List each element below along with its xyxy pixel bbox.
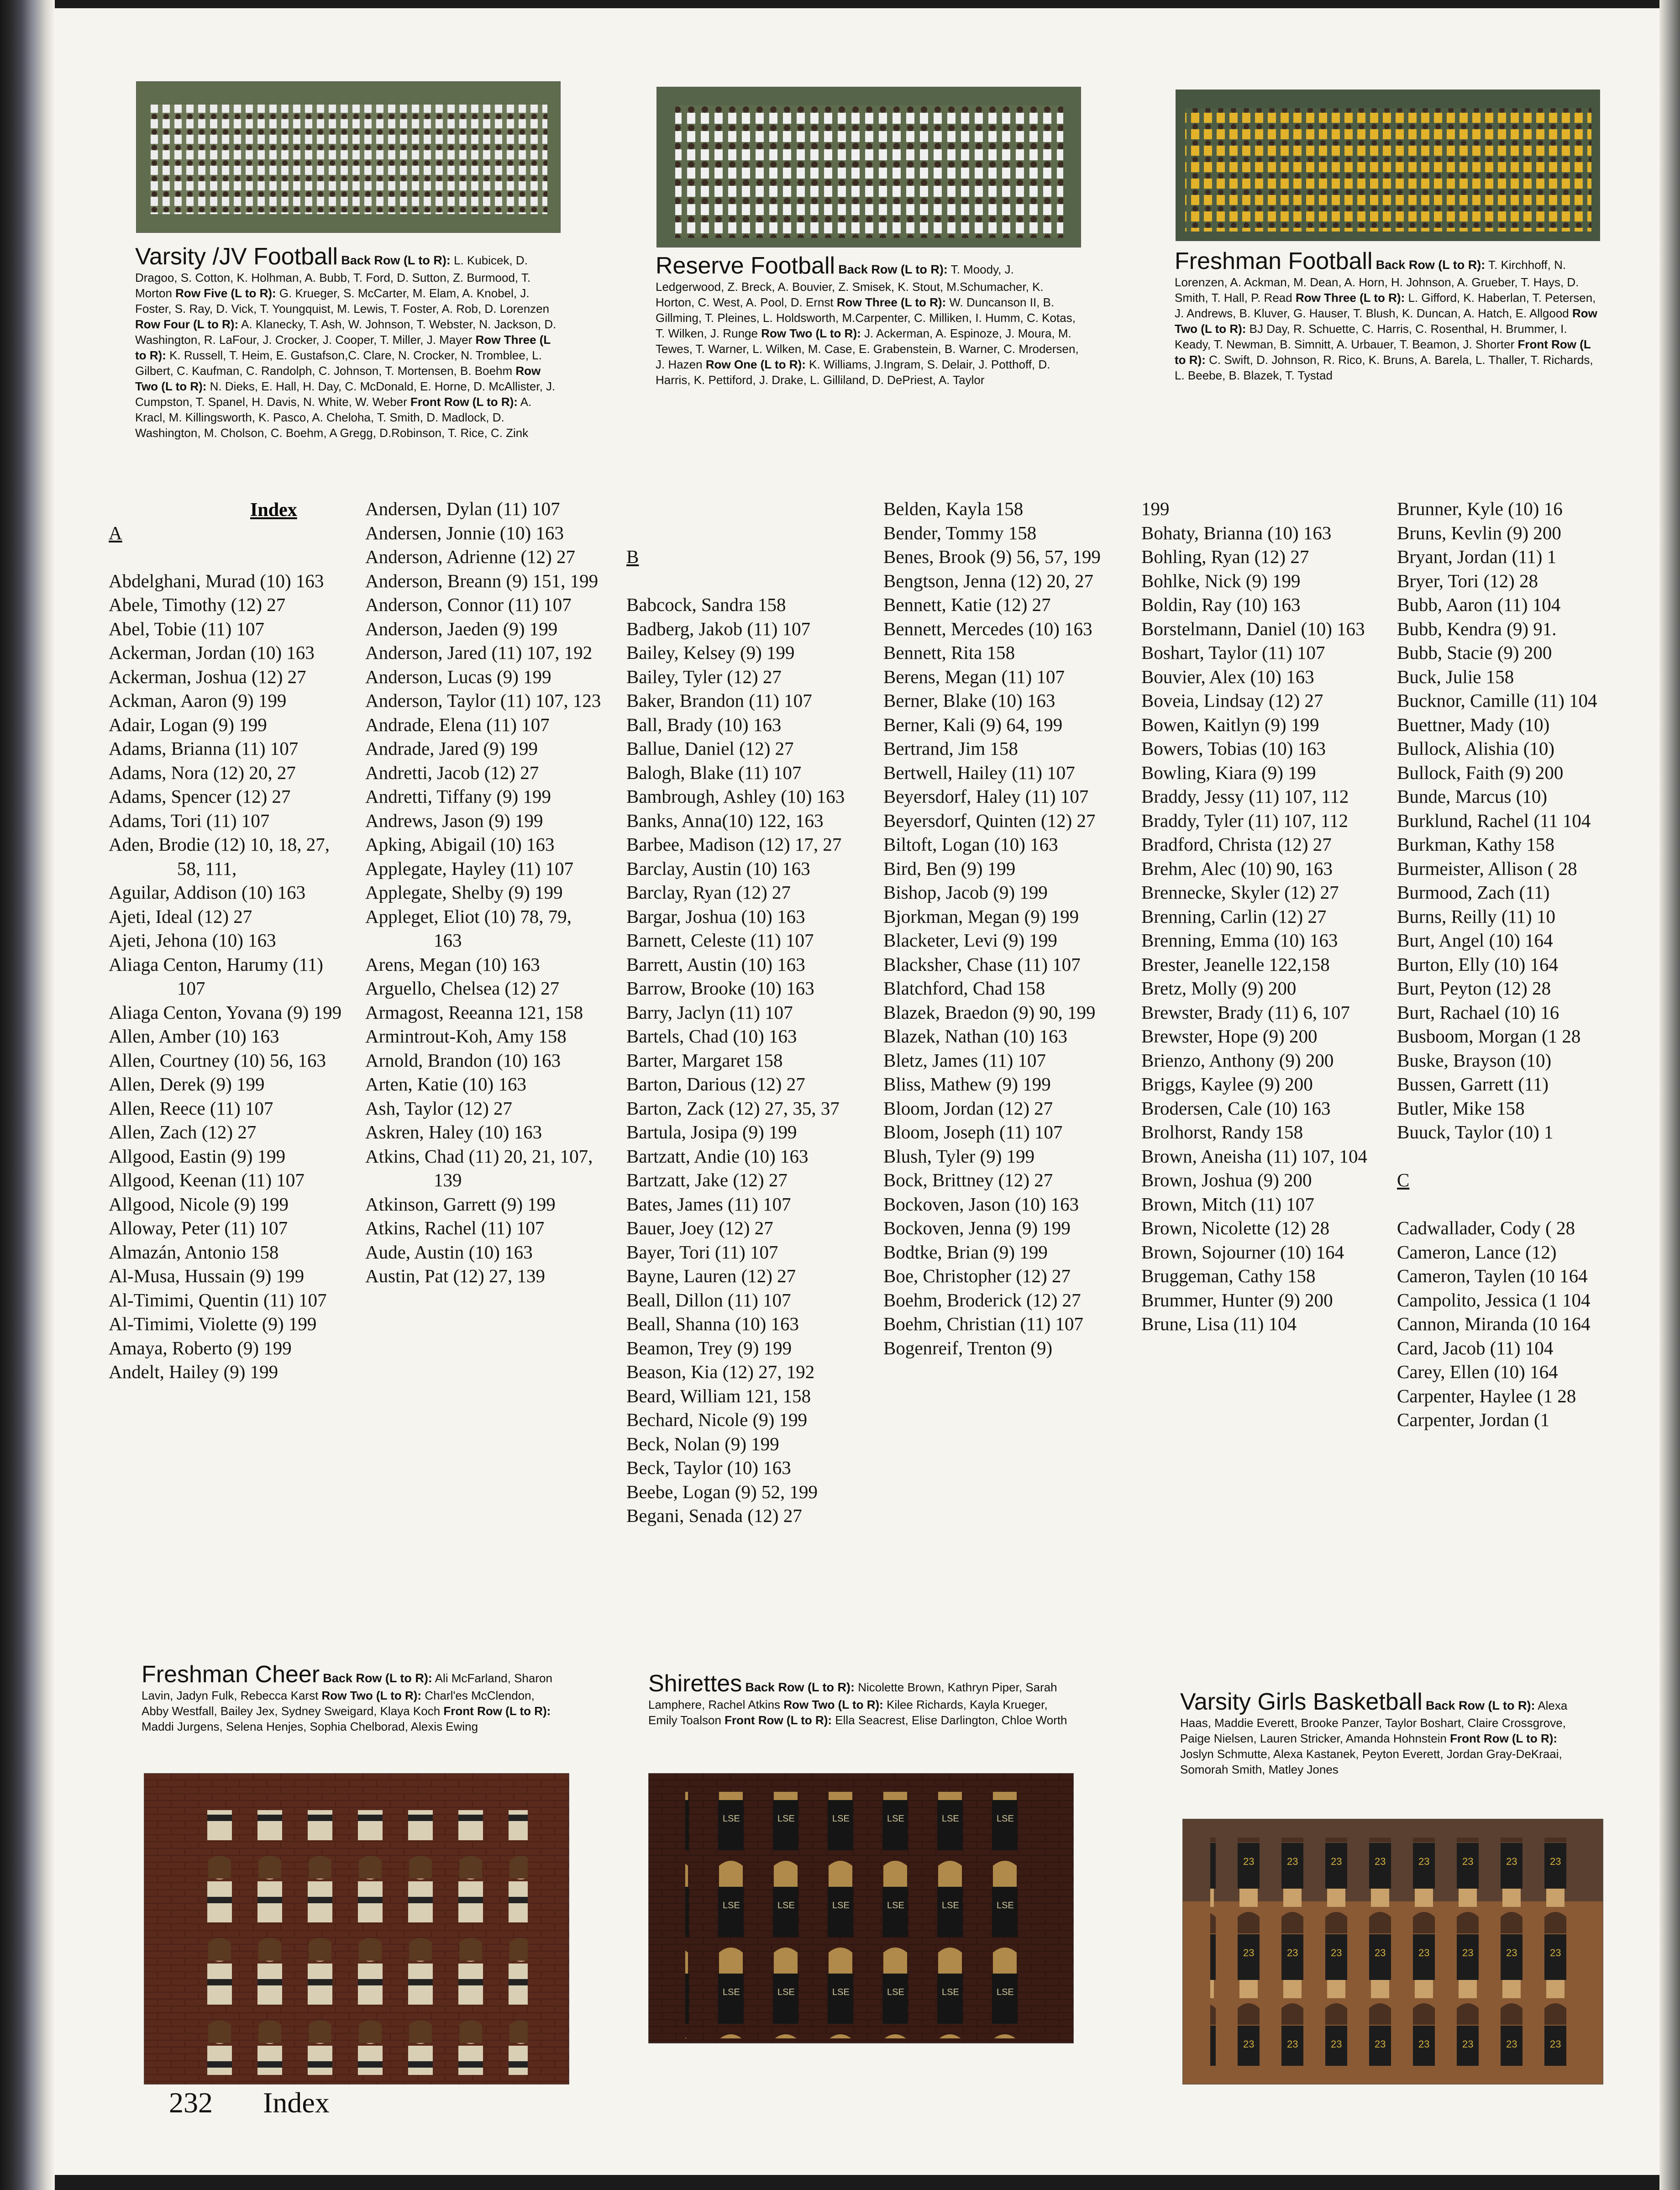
index-column-4	[883, 497, 1121, 1360]
row-heading: Back Row (L to R):	[323, 1671, 432, 1685]
team-name: Shirettes	[648, 1670, 742, 1697]
index-entry: Cannon, Miranda (10 164	[1397, 1313, 1591, 1334]
index-entry: Brown, Mitch (11) 107	[1141, 1193, 1314, 1215]
shirettes-photo	[648, 1773, 1074, 2043]
team-name: Freshman Cheer	[142, 1661, 320, 1688]
index-entry: Brewster, Brady (11) 6, 107	[1141, 1001, 1350, 1023]
row-names: Alexa Haas, Maddie Everett, Brooke Panzer, Taylor Boshart, Claire Crossgrove, Paige Nielsen, Lauren Stricker, Amanda Hohnstein	[1180, 1699, 1568, 1745]
index-entry: Arten, Katie (10) 163	[365, 1074, 526, 1095]
index-entry: Bartzatt, Jake (12) 27	[626, 1169, 788, 1190]
index-entry: Blazek, Nathan (10) 163	[883, 1026, 1068, 1047]
index-entry: Atkins, Rachel (11) 107	[365, 1217, 545, 1238]
index-entry: Balogh, Blake (11) 107	[626, 762, 802, 783]
index-entry: Begani, Senada (12) 27	[626, 1505, 802, 1526]
index-entry: Brown, Sojourner (10) 164	[1141, 1241, 1344, 1263]
index-entry: Campolito, Jessica (1 104	[1397, 1289, 1591, 1311]
index-entry: Bubb, Aaron (11) 104	[1397, 594, 1561, 615]
row-heading: Row Three (L to R):	[1295, 291, 1405, 305]
section-name: Index	[263, 2086, 330, 2119]
index-entry: Blush, Tyler (9) 199	[883, 1145, 1035, 1167]
row-names: BJ Day, R. Schuette, C. Harris, C. Rosenthal, H. Brummer, I. Keady, T. Newman, B. Simnitt, A. Urbauer, T. Beamon, J. Shorter	[1175, 322, 1567, 351]
team-name: Freshman Football	[1175, 248, 1373, 274]
row-heading: Row Two (L to R):	[1175, 306, 1597, 336]
index-entry: Barbee, Madison (12) 17, 27	[626, 834, 842, 855]
index-column-3	[626, 497, 864, 1528]
index-entry: Abel, Tobie (11) 107	[109, 618, 265, 639]
index-entry: Allen, Courtney (10) 56, 163	[109, 1049, 326, 1071]
index-entry: Arguello, Chelsea (12) 27	[365, 978, 560, 999]
index-entry: Brolhorst, Randy 158	[1141, 1121, 1303, 1142]
index-entry: Ballue, Daniel (12) 27	[626, 738, 794, 759]
index-entry: Anderson, Connor (11) 107	[365, 594, 572, 615]
index-entry: Beebe, Logan (9) 52, 199	[626, 1481, 818, 1502]
index-entry: Bucknor, Camille (11) 104	[1397, 690, 1597, 711]
index-entry: Bodtke, Brian (9) 199	[883, 1241, 1048, 1263]
index-entry: Bock, Brittney (12) 27	[883, 1169, 1053, 1190]
index-entry: Bretz, Molly (9) 200	[1141, 978, 1297, 999]
index-entry: Carpenter, Haylee (1 28	[1397, 1385, 1576, 1406]
row-heading: Back Row (L to R):	[341, 253, 451, 267]
index-entry: Ackerman, Joshua (12) 27	[109, 666, 306, 687]
row-heading: Front Row (L to R):	[410, 395, 518, 409]
index-entry: Bennett, Rita 158	[883, 642, 1015, 663]
index-entry: Burns, Reilly (11) 10	[1397, 905, 1555, 927]
index-entry: Almazán, Antonio 158	[109, 1241, 279, 1263]
page-edge	[1659, 0, 1680, 2190]
index-entry: Bauer, Joey (12) 27	[626, 1217, 773, 1238]
index-entry: Boehm, Christian (11) 107	[883, 1313, 1084, 1334]
index-entry: Beason, Kia (12) 27, 192	[626, 1361, 815, 1382]
row-heading: Row Two (L to R):	[135, 364, 541, 393]
freshman-cheer-photo	[144, 1773, 569, 2085]
index-entry: Boehm, Broderick (12) 27	[883, 1289, 1081, 1311]
index-entry: Aden, Brodie (12) 10, 18, 27, 58, 111,	[109, 834, 330, 879]
index-entry: Bennett, Katie (12) 27	[883, 594, 1051, 615]
index-entry: Brienzo, Anthony (9) 200	[1141, 1049, 1334, 1071]
index-entry: Apking, Abigail (10) 163	[365, 834, 555, 855]
row-heading: Back Row (L to R):	[838, 263, 948, 276]
index-entry: Bubb, Stacie (9) 200	[1397, 642, 1552, 663]
index-entry: Arens, Megan (10) 163	[365, 953, 540, 975]
row-heading: Front Row (L to R):	[1450, 1732, 1558, 1745]
index-entry: Bogenreif, Trenton (9)	[883, 1337, 1053, 1358]
index-entry: Bartula, Josipa (9) 199	[626, 1121, 797, 1142]
row-names: K. Williams, J.Ingram, S. Delair, J. Potthoff, D. Harris, K. Pettiford, J. Drake, L. Gilliland, D. DePriest, A. Taylor	[656, 358, 1050, 387]
page-footer	[169, 2086, 380, 2120]
index-entry: Brenning, Carlin (12) 27	[1141, 905, 1327, 927]
row-names: Ella Seacrest, Elise Darlington, Chloe Worth	[835, 1713, 1067, 1727]
index-entry: Ajeti, Ideal (12) 27	[109, 905, 252, 927]
index-entry: Bohaty, Brianna (10) 163	[1141, 522, 1332, 543]
index-entry: Applegate, Shelby (9) 199	[365, 882, 563, 903]
index-letter-heading: C	[1397, 1169, 1410, 1190]
row-names: L. Gifford, K. Haberlan, T. Petersen, J. Andrews, B. Kluver, G. Hauser, T. Blush, K. Duncan, A. Hatch, E. Allgood	[1175, 291, 1596, 320]
team-name: Varsity Girls Basketball	[1180, 1689, 1423, 1715]
index-entry: Ajeti, Jehona (10) 163	[109, 930, 276, 951]
spacer	[1397, 1192, 1634, 1216]
row-names: Maddi Jurgens, Selena Henjes, Sophia Chelborad, Alexis Ewing	[142, 1720, 478, 1733]
index-entry: Buck, Julie 158	[1397, 666, 1514, 687]
index-entry: Bechard, Nicole (9) 199	[626, 1409, 808, 1430]
varsity-jv-football-caption	[135, 243, 564, 441]
team-name: Reserve Football	[656, 253, 835, 279]
index-entry: Brewster, Hope (9) 200	[1141, 1026, 1318, 1047]
index-entry: Brehm, Alec (10) 90, 163	[1141, 858, 1333, 879]
index-entry: Aude, Austin (10) 163	[365, 1241, 533, 1263]
index-entry: Andrews, Jason (9) 199	[365, 810, 543, 831]
index-entry: Anderson, Lucas (9) 199	[365, 666, 551, 687]
index-entry: Aliaga Centon, Yovana (9) 199	[109, 1001, 342, 1023]
spacer	[626, 569, 864, 593]
index-entry: Bartzatt, Andie (10) 163	[626, 1145, 808, 1167]
index-entry: Askren, Haley (10) 163	[365, 1121, 542, 1142]
row-names: G. Krueger, S. McCarter, M. Elam, A. Knobel, J. Foster, S. Ray, D. Vick, T. Youngquist, M. Lewis, T. Foster, A. Rob, D. Lorenzen	[135, 286, 550, 316]
index-entry: Beck, Taylor (10) 163	[626, 1457, 791, 1478]
freshman-cheer-caption	[142, 1661, 562, 1734]
row-heading: Back Row (L to R):	[1376, 258, 1486, 272]
index-entry: Aliaga Centon, Harumy (11) 107	[109, 953, 323, 999]
index-entry: Adams, Nora (12) 20, 27	[109, 762, 296, 783]
index-entry: Bailey, Kelsey (9) 199	[626, 642, 795, 663]
row-heading: Back Row (L to R):	[745, 1680, 855, 1694]
index-entry: Bargar, Joshua (10) 163	[626, 905, 805, 927]
index-entry: Beyersdorf, Quinten (12) 27	[883, 810, 1096, 831]
index-entry: Berens, Megan (11) 107	[883, 666, 1065, 687]
index-entry: Applegate, Hayley (11) 107	[365, 858, 574, 879]
index-entry: Bowers, Tobias (10) 163	[1141, 738, 1326, 759]
index-entry: Berner, Kali (9) 64, 199	[883, 714, 1063, 735]
index-entry: Al-Timimi, Violette (9) 199	[109, 1313, 317, 1334]
index-entry: Bubb, Kendra (9) 91.	[1397, 618, 1557, 639]
index-entry: Bartels, Chad (10) 163	[626, 1026, 797, 1047]
index-entry: Beard, William 121, 158	[626, 1385, 811, 1406]
index-entry: Bussen, Garrett (11)	[1397, 1074, 1549, 1095]
index-entry: Bertwell, Hailey (11) 107	[883, 762, 1075, 783]
spacer	[626, 497, 864, 521]
index-entry: Allgood, Nicole (9) 199	[109, 1193, 289, 1215]
shirettes-caption	[648, 1670, 1068, 1728]
index-entry: Cameron, Taylen (10 164	[1397, 1265, 1588, 1286]
index-entry: Allen, Amber (10) 163	[109, 1026, 279, 1047]
index-entry: Butler, Mike 158	[1397, 1097, 1525, 1119]
index-entry: Buuck, Taylor (10) 1	[1397, 1121, 1554, 1142]
index-entry: Bloom, Jordan (12) 27	[883, 1097, 1053, 1119]
index-entry: Braddy, Jessy (11) 107, 112	[1141, 786, 1349, 807]
index-letter-heading: B	[626, 546, 639, 567]
row-heading: Back Row (L to R):	[1425, 1699, 1535, 1712]
index-entry: Boveia, Lindsay (12) 27	[1141, 690, 1323, 711]
reserve-football-caption	[656, 253, 1085, 388]
index-entry: Carey, Ellen (10) 164	[1397, 1361, 1558, 1382]
index-entry: Boe, Christopher (12) 27	[883, 1265, 1071, 1286]
freshman-football-caption	[1175, 248, 1604, 383]
index-entry: Anderson, Taylor (11) 107, 123	[365, 690, 601, 711]
index-entry: Armintrout-Koh, Amy 158	[365, 1026, 567, 1047]
index-entry: Braddy, Tyler (11) 107, 112	[1141, 810, 1348, 831]
index-entry: Burmeister, Allison ( 28	[1397, 858, 1577, 879]
index-entry: Adams, Tori (11) 107	[109, 810, 270, 831]
index-entry: Adams, Brianna (11) 107	[109, 738, 299, 759]
index-entry: Aguilar, Addison (10) 163	[109, 882, 306, 903]
index-entry: Beall, Dillon (11) 107	[626, 1289, 791, 1311]
index-entry: Bayer, Tori (11) 107	[626, 1241, 778, 1263]
index-entry: Barter, Margaret 158	[626, 1049, 783, 1071]
row-names: W. Duncanson II, B. Gillming, T. Pleines, L. Holdsworth, M.Carpenter, C. Milliken, I. Humm, C. Kotas, T. Wilken, J. Runge	[656, 295, 1076, 340]
index-entry: Ackerman, Jordan (10) 163	[109, 642, 315, 663]
row-heading: Front Row (L to R):	[443, 1704, 551, 1718]
index-entry: Abdelghani, Murad (10) 163	[109, 570, 324, 591]
index-entry: Burklund, Rachel (11 104	[1397, 810, 1591, 831]
page-number: 232	[169, 2086, 213, 2119]
index-entry: Badberg, Jakob (11) 107	[626, 618, 811, 639]
index-entry: Adams, Spencer (12) 27	[109, 786, 291, 807]
row-heading: Row One (L to R):	[705, 358, 806, 371]
index-entry: Austin, Pat (12) 27, 139	[365, 1265, 546, 1286]
index-entry: Benes, Brook (9) 56, 57, 199	[883, 546, 1101, 567]
index-entry: Bruggeman, Cathy 158	[1141, 1265, 1316, 1286]
index-entry: Anderson, Adrienne (12) 27	[365, 546, 576, 567]
index-entry: Bohling, Ryan (12) 27	[1141, 546, 1309, 567]
index-entry: Blazek, Braedon (9) 90, 199	[883, 1001, 1096, 1023]
index-entry: Carpenter, Jordan (1	[1397, 1409, 1550, 1430]
index-entry: Burmood, Zach (11)	[1397, 882, 1550, 903]
row-heading: Row Four (L to R):	[135, 317, 239, 331]
index-entry: Burkman, Kathy 158	[1397, 834, 1555, 855]
index-entry: Card, Jacob (11) 104	[1397, 1337, 1554, 1358]
index-entry: Boldin, Ray (10) 163	[1141, 594, 1301, 615]
index-entry: Anderson, Breann (9) 151, 199	[365, 570, 598, 591]
index-entry: Appleget, Eliot (10) 78, 79, 163	[365, 905, 572, 951]
index-entry: Brodersen, Cale (10) 163	[1141, 1097, 1331, 1119]
index-entry: Bates, James (11) 107	[626, 1193, 791, 1215]
index-entry: Allgood, Eastin (9) 199	[109, 1145, 286, 1167]
index-entry: Atkinson, Garrett (9) 199	[365, 1193, 556, 1215]
row-heading: Row Two (L to R):	[761, 326, 861, 340]
index-entry: Beyersdorf, Haley (11) 107	[883, 786, 1089, 807]
index-entry: Barnett, Celeste (11) 107	[626, 930, 814, 951]
index-entry: Bambrough, Ashley (10) 163	[626, 786, 845, 807]
index-entry: Ackman, Aaron (9) 199	[109, 690, 287, 711]
index-entry: Barclay, Ryan (12) 27	[626, 882, 791, 903]
index-entry: Belden, Kayla 158	[883, 498, 1024, 519]
index-entry: Allgood, Keenan (11) 107	[109, 1169, 304, 1190]
index-column-1	[109, 497, 346, 1384]
index-entry: Andelt, Hailey (9) 199	[109, 1361, 278, 1382]
index-entry: Beall, Shanna (10) 163	[626, 1313, 799, 1334]
index-entry: Brune, Lisa (11) 104	[1141, 1313, 1297, 1334]
index-entry: Bender, Tommy 158	[883, 522, 1037, 543]
index-entry: Bailey, Tyler (12) 27	[626, 666, 782, 687]
index-entry: Bunde, Marcus (10)	[1397, 786, 1548, 807]
index-entry: Barclay, Austin (10) 163	[626, 858, 810, 879]
index-entry: Buske, Brayson (10)	[1397, 1049, 1552, 1071]
index-entry: Cadwallader, Cody ( 28	[1397, 1217, 1575, 1238]
index-entry: Bouvier, Alex (10) 163	[1141, 666, 1314, 687]
index-entry: Brown, Aneisha (11) 107, 104	[1141, 1145, 1367, 1167]
row-heading: Front Row (L to R):	[1175, 337, 1591, 367]
row-names: Charl'es McClendon, Abby Westfall, Bailey Jex, Sydney Sweigard, Klaya Koch	[142, 1689, 535, 1718]
index-entry: Barton, Zack (12) 27, 35, 37	[626, 1097, 840, 1119]
index-entry: Arnold, Brandon (10) 163	[365, 1049, 561, 1071]
index-entry: Banks, Anna(10) 122, 163	[626, 810, 824, 831]
row-heading: Row Three (L to R):	[836, 295, 946, 309]
index-entry: Bishop, Jacob (9) 199	[883, 882, 1048, 903]
row-names: Nicolette Brown, Kathryn Piper, Sarah Lamphere, Rachel Atkins	[648, 1680, 1057, 1711]
row-heading: Row Five (L to R):	[175, 286, 276, 300]
index-entry: Bliss, Mathew (9) 199	[883, 1074, 1051, 1095]
index-column-5	[1141, 497, 1379, 1336]
spacer	[109, 545, 346, 569]
index-entry: Bohlke, Nick (9) 199	[1141, 570, 1301, 591]
spacer	[109, 497, 346, 521]
varsity-jv-football-photo	[136, 81, 561, 233]
index-entry: Bowling, Kiara (9) 199	[1141, 762, 1316, 783]
varsity-girls-basketball-caption	[1180, 1689, 1591, 1777]
index-entry: Blacksher, Chase (11) 107	[883, 953, 1081, 975]
index-entry: Andersen, Jonnie (10) 163	[365, 522, 564, 543]
index-entry: Bayne, Lauren (12) 27	[626, 1265, 796, 1286]
row-names: Kilee Richards, Kayla Krueger, Emily Toalson	[648, 1698, 1048, 1727]
index-entry: Blatchford, Chad 158	[883, 978, 1045, 999]
row-names: C. Swift, D. Johnson, R. Rico, K. Bruns, A. Barela, L. Thaller, T. Richards, L. Beebe, B. Blazek, T. Tystad	[1175, 353, 1593, 382]
index-entry: Burt, Peyton (12) 28	[1397, 978, 1551, 999]
index-entry: Brennecke, Skyler (12) 27	[1141, 882, 1339, 903]
index-entry: Andrade, Elena (11) 107	[365, 714, 550, 735]
row-names: J. Ackerman, A. Espinoze, J. Moura, M. Tewes, T. Warner, L. Wilken, M. Case, E. Grabenstein, B. Warner, C. Mrodersen, J. Hazen	[656, 326, 1079, 371]
freshman-football-photo	[1176, 89, 1600, 241]
index-entry: Allen, Zach (12) 27	[109, 1121, 257, 1142]
index-entry: Anderson, Jared (11) 107, 192	[365, 642, 593, 663]
index-entry: Babcock, Sandra 158	[626, 594, 786, 615]
row-heading: Row Two (L to R):	[783, 1698, 883, 1711]
row-names: Joslyn Schmutte, Alexa Kastanek, Peyton Everett, Jordan Gray-DeKraai, Somorah Smith, Matley Jones	[1180, 1747, 1562, 1776]
index-entry: Al-Timimi, Quentin (11) 107	[109, 1289, 327, 1311]
index-entry: Bryer, Tori (12) 28	[1397, 570, 1538, 591]
spacer	[1397, 1144, 1634, 1169]
row-names: A. Klanecky, T. Ash, W. Johnson, T. Webster, N. Jackson, D. Washington, R. LaFour, J. Crocker, J. Cooper, T. Miller, J. Mayer	[135, 317, 556, 347]
index-title: Index	[250, 500, 297, 521]
index-entry: Anderson, Jaeden (9) 199	[365, 618, 558, 639]
row-heading: Row Two (L to R):	[321, 1689, 422, 1702]
index-entry: Bird, Ben (9) 199	[883, 858, 1016, 879]
index-entry: Bockoven, Jason (10) 163	[883, 1193, 1079, 1215]
index-entry: Allen, Reece (11) 107	[109, 1097, 273, 1119]
index-column-6	[1397, 497, 1634, 1432]
index-entry: Bletz, James (11) 107	[883, 1049, 1046, 1071]
index-entry: Barton, Darious (12) 27	[626, 1074, 805, 1095]
index-entry: Brown, Joshua (9) 200	[1141, 1169, 1312, 1190]
yearbook-page	[55, 8, 1659, 2175]
index-entry: Andrade, Jared (9) 199	[365, 738, 538, 759]
index-entry: Brenning, Emma (10) 163	[1141, 930, 1338, 951]
row-names: A. Kracl, M. Killingsworth, K. Pasco, A. Cheloha, T. Smith, D. Madlock, D. Washington, M. Cholson, C. Boehm, A Gregg, D.Robinson, T. Rice, C. Zink	[135, 395, 532, 440]
index-entry: Brummer, Hunter (9) 200	[1141, 1289, 1333, 1311]
index-entry: Brester, Jeanelle 122,158	[1141, 953, 1330, 975]
index-column-2	[365, 497, 603, 1288]
index-entry: Berner, Blake (10) 163	[883, 690, 1055, 711]
index-entry: Bennett, Mercedes (10) 163	[883, 618, 1092, 639]
row-heading: Front Row (L to R):	[724, 1713, 832, 1727]
row-names: Ali McFarland, Sharon Lavin, Jadyn Fulk, Rebecca Karst	[142, 1671, 552, 1702]
row-names: N. Dieks, E. Hall, H. Day, C. McDonald, E. Horne, D. McAllister, J. Cumpston, T. Spanel, H. Davis, N. White, W. Weber	[135, 379, 556, 409]
team-name: Varsity /JV Football	[135, 243, 338, 270]
index-entry: Andretti, Tiffany (9) 199	[365, 786, 551, 807]
index-entry: Abele, Timothy (12) 27	[109, 594, 286, 615]
varsity-girls-basketball-photo	[1182, 1819, 1603, 2085]
index-entry: Bullock, Faith (9) 200	[1397, 762, 1564, 783]
index-entry: Briggs, Kaylee (9) 200	[1141, 1074, 1313, 1095]
index-entry: Barry, Jaclyn (11) 107	[626, 1001, 793, 1023]
index-entry: Bullock, Alishia (10)	[1397, 738, 1555, 759]
index-entry: Brunner, Kyle (10) 16	[1397, 498, 1563, 519]
index-entry: Burt, Angel (10) 164	[1397, 930, 1553, 951]
row-heading: Row Three (L to R):	[135, 333, 551, 362]
reserve-football-photo	[656, 87, 1081, 247]
index-entry: Bloom, Joseph (11) 107	[883, 1121, 1063, 1142]
index-entry: Andretti, Jacob (12) 27	[365, 762, 539, 783]
index-entry: Amaya, Roberto (9) 199	[109, 1337, 292, 1358]
index-entry: Allen, Derek (9) 199	[109, 1074, 265, 1095]
index-entry: Andersen, Dylan (11) 107	[365, 498, 560, 519]
index-entry: Ball, Brady (10) 163	[626, 714, 782, 735]
index-entry: Beamon, Trey (9) 199	[626, 1337, 792, 1358]
index-entry: Barrow, Brooke (10) 163	[626, 978, 814, 999]
index-entry: Bowen, Kaitlyn (9) 199	[1141, 714, 1319, 735]
index-letter-heading: A	[109, 522, 122, 543]
index-entry: Cameron, Lance (12)	[1397, 1241, 1557, 1263]
index-entry: Bradford, Christa (12) 27	[1141, 834, 1332, 855]
index-entry: Ash, Taylor (12) 27	[365, 1097, 513, 1119]
index-entry: Atkins, Chad (11) 20, 21, 107, 139	[365, 1145, 593, 1190]
index-entry: Bockoven, Jenna (9) 199	[883, 1217, 1071, 1238]
index-entry: Bruns, Kevlin (9) 200	[1397, 522, 1561, 543]
index-entry: Bryant, Jordan (11) 1	[1397, 546, 1557, 567]
index-entry: Alloway, Peter (11) 107	[109, 1217, 288, 1238]
index-entry: Burton, Elly (10) 164	[1397, 953, 1559, 975]
index-entry: Bertrand, Jim 158	[883, 738, 1018, 759]
index-entry: Baker, Brandon (11) 107	[626, 690, 812, 711]
index-entry: 199	[1141, 498, 1170, 519]
spacer	[626, 521, 864, 545]
index-entry: Armagost, Reeanna 121, 158	[365, 1001, 583, 1023]
book-spine	[0, 0, 55, 2190]
row-names: K. Russell, T. Heim, E. Gustafson,C. Clare, N. Crocker, N. Tromblee, L. Gilbert, C. Kaufman, C. Randolph, C. Johnson, T. Mortensen, B. Boehm	[135, 348, 542, 378]
index-entry: Burt, Rachael (10) 16	[1397, 1001, 1559, 1023]
index-entry: Brown, Nicolette (12) 28	[1141, 1217, 1330, 1238]
index-entry: Adair, Logan (9) 199	[109, 714, 267, 735]
row-names: T. Kirchhoff, N. Lorenzen, A. Ackman, M. Dean, A. Horn, H. Johnson, A. Grueber, T. Hays, D. Smith, T. Hall, P. Read	[1175, 258, 1579, 305]
index-entry: Bjorkman, Megan (9) 199	[883, 905, 1079, 927]
row-names: T. Moody, J. Ledgerwood, Z. Breck, A. Bouvier, Z. Smisek, K. Stout, M.Schumacher, K. Horton, C. West, A. Pool, D. Ernst	[656, 263, 1044, 309]
index-entry: Bengtson, Jenna (12) 20, 27	[883, 570, 1094, 591]
index-entry: Buettner, Mady (10)	[1397, 714, 1550, 735]
index-entry: Barrett, Austin (10) 163	[626, 953, 805, 975]
index-entry: Blacketer, Levi (9) 199	[883, 930, 1057, 951]
index-entry: Al-Musa, Hussain (9) 199	[109, 1265, 304, 1286]
row-names: L. Kubicek, D. Dragoo, S. Cotton, K. Holhman, A. Bubb, T. Ford, D. Sutton, Z. Burmood, T. Morton	[135, 253, 531, 300]
index-entry: Busboom, Morgan (1 28	[1397, 1026, 1581, 1047]
index-entry: Borstelmann, Daniel (10) 163	[1141, 618, 1365, 639]
index-entry: Boshart, Taylor (11) 107	[1141, 642, 1325, 663]
index-entry: Beck, Nolan (9) 199	[626, 1433, 779, 1454]
index-entry: Biltoft, Logan (10) 163	[883, 834, 1058, 855]
